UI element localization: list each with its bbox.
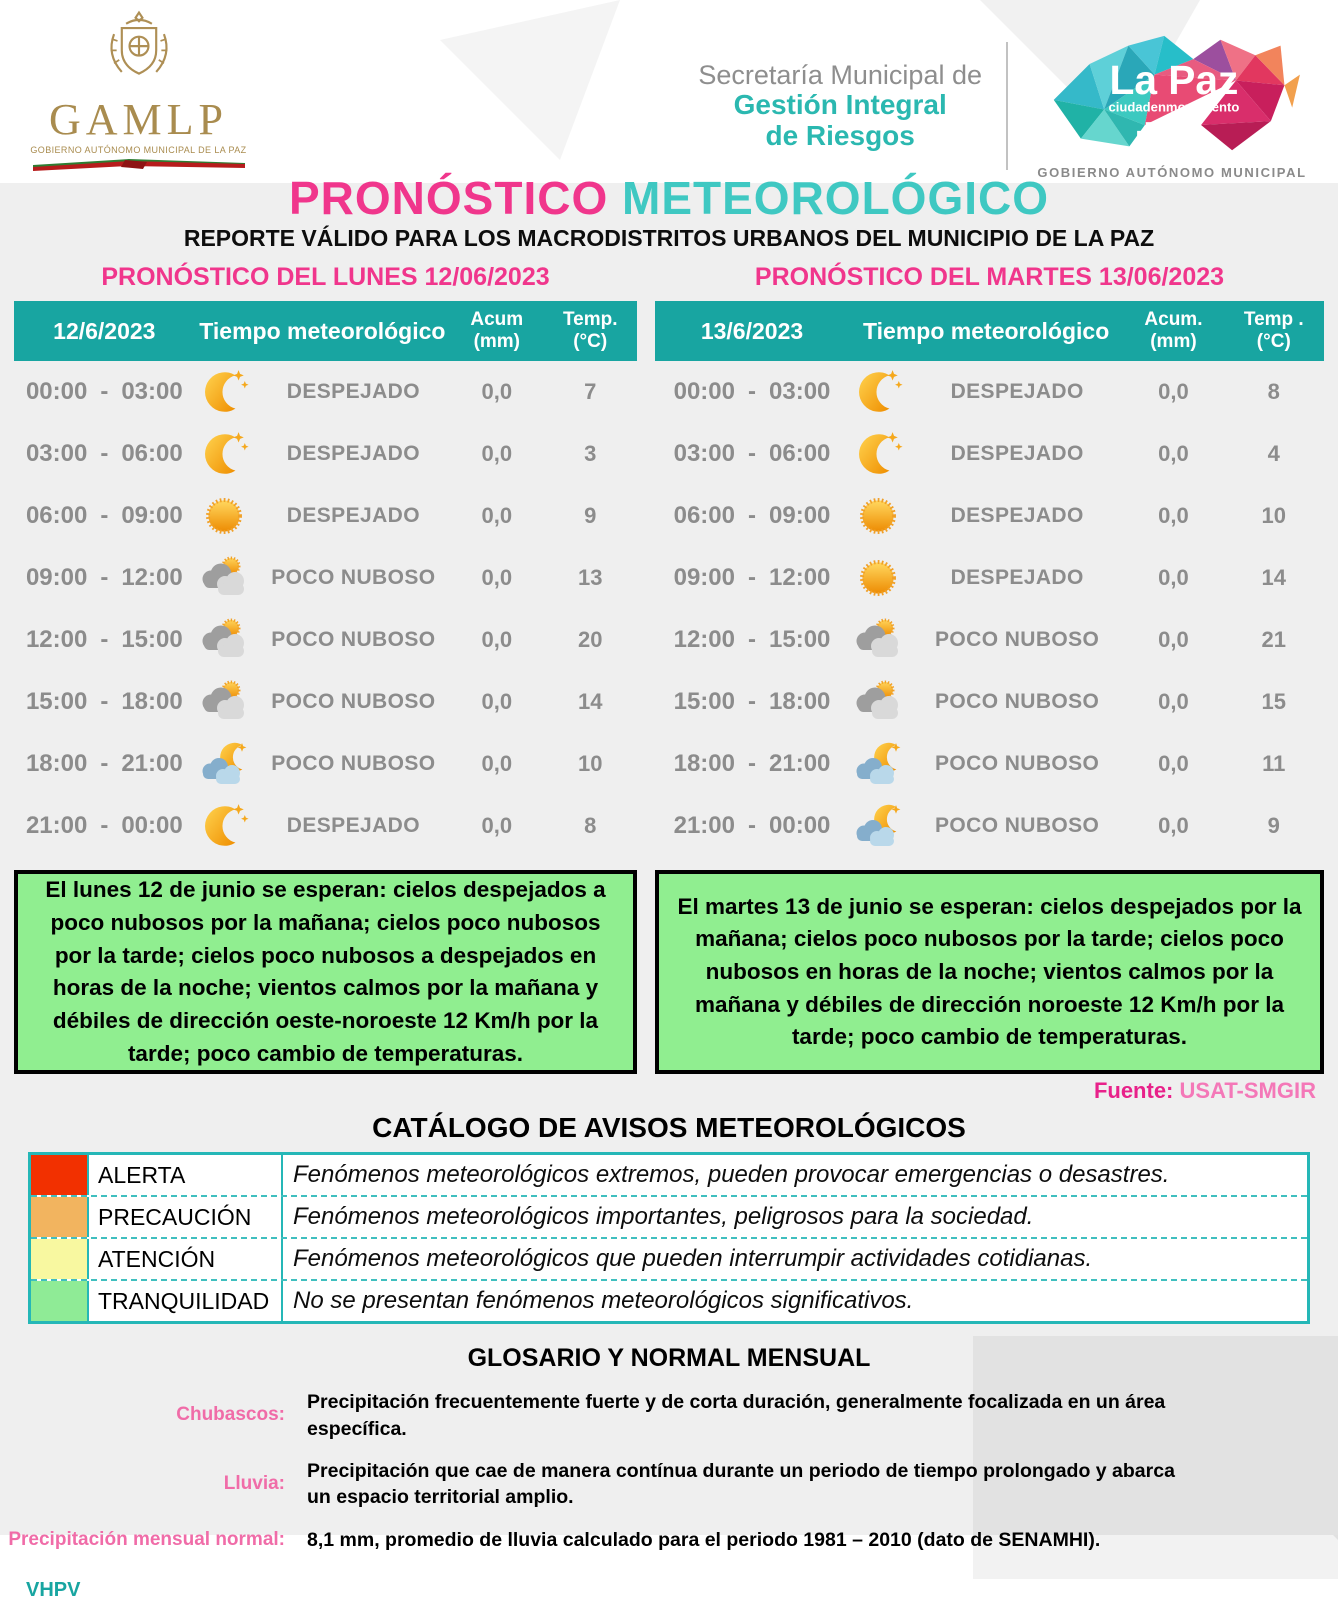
- time-range: [14, 626, 195, 654]
- acum-value: 0,0: [1158, 565, 1189, 591]
- column-header-acum: [1123, 309, 1223, 353]
- moon-stars-icon: [197, 427, 251, 481]
- acum-value: 0,0: [1158, 813, 1189, 839]
- temp-value: 9: [584, 503, 597, 529]
- time-to: 12:00: [121, 564, 183, 592]
- condition-label: POCO NUBOSO: [935, 752, 1100, 776]
- sun-icon: [197, 489, 251, 543]
- glossary-entry: [0, 1389, 1338, 1442]
- time-separator: -: [748, 626, 756, 654]
- time-from: 15:00: [25, 688, 88, 716]
- source-value: USAT-SMGIR: [1179, 1078, 1316, 1104]
- time-separator: -: [100, 378, 109, 406]
- forecast-row: [655, 671, 1324, 733]
- gamlp-ribbon-icon: [33, 158, 245, 171]
- weather-cell: [849, 551, 1123, 605]
- header-right-group: [698, 32, 1312, 180]
- temp-value: 9: [1267, 813, 1280, 839]
- time-from: 03:00: [25, 440, 88, 468]
- time-range: [14, 750, 195, 778]
- acum-value: 0,0: [1158, 441, 1189, 467]
- lapaz-footer: GOBIERNO AUTÓNOMO MUNICIPAL: [1037, 165, 1307, 180]
- page-title-part2: METEOROLÓGICO: [622, 172, 1050, 224]
- weather-cell: [195, 427, 450, 481]
- temp-value: 20: [577, 627, 603, 653]
- weather-cell: [849, 799, 1123, 853]
- forecast-row: [14, 671, 637, 733]
- time-range: [655, 688, 849, 716]
- time-separator: -: [100, 812, 109, 840]
- time-range: [655, 440, 849, 468]
- time-from: 09:00: [25, 564, 88, 592]
- glossary-title: GLOSARIO Y NORMAL MENSUAL: [467, 1344, 871, 1373]
- catalog-level-label: TRANQUILIDAD: [87, 1281, 283, 1321]
- time-separator: -: [100, 564, 109, 592]
- acum-value: 0,0: [481, 689, 513, 715]
- forecast-monday: [14, 256, 637, 1074]
- condition-label: POCO NUBOSO: [271, 690, 436, 714]
- time-separator: -: [100, 440, 109, 468]
- forecast-tuesday-table-header: [655, 301, 1324, 361]
- time-from: 12:00: [25, 626, 88, 654]
- weather-cell: [195, 675, 450, 729]
- weather-cell: [849, 737, 1123, 791]
- column-header-temp-line1: Temp .: [1243, 309, 1304, 331]
- condition-label: DESPEJADO: [950, 380, 1084, 404]
- time-from: 18:00: [25, 750, 88, 778]
- moon-clouds-icon: [851, 799, 905, 853]
- column-header-acum-line2: (mm): [1150, 331, 1197, 353]
- time-to: 15:00: [769, 626, 831, 654]
- time-to: 12:00: [769, 564, 831, 592]
- acum-value: 0,0: [481, 627, 513, 653]
- time-to: 21:00: [769, 750, 831, 778]
- acum-value: 0,0: [1158, 627, 1189, 653]
- sun-icon: [851, 551, 905, 605]
- glossary-entry: [0, 1527, 1338, 1554]
- acum-value: 0,0: [481, 441, 513, 467]
- condition-label: POCO NUBOSO: [935, 814, 1100, 838]
- time-from: 00:00: [25, 378, 88, 406]
- secretaria-line1: Secretaría Municipal de: [698, 60, 982, 91]
- condition-label: DESPEJADO: [286, 442, 420, 466]
- forecast-row: [14, 361, 637, 423]
- catalog-row: [31, 1279, 1307, 1321]
- weather-cell: [195, 737, 450, 791]
- forecast-row: [14, 547, 637, 609]
- time-from: 18:00: [673, 750, 735, 778]
- time-separator: -: [748, 812, 756, 840]
- column-header-acum-line1: Acum: [470, 309, 524, 331]
- time-range: [655, 750, 849, 778]
- forecast-tuesday-table: [655, 301, 1324, 857]
- time-range: [14, 812, 195, 840]
- forecast-row: [655, 733, 1324, 795]
- page-title: [0, 174, 1338, 222]
- time-range: [14, 564, 195, 592]
- weather-cell: [849, 427, 1123, 481]
- forecast-monday-rows: [14, 361, 637, 857]
- time-separator: -: [748, 688, 756, 716]
- forecast-row: [655, 485, 1324, 547]
- gamlp-subtitle: GOBIERNO AUTÓNOMO MUNICIPAL DE LA PAZ: [30, 145, 247, 155]
- weather-cell: [195, 799, 450, 853]
- acum-value: 0,0: [1158, 379, 1189, 405]
- column-header-weather: Tiempo meteorológico: [199, 317, 446, 344]
- gamlp-acronym: GAMLP: [48, 95, 229, 144]
- forecast-tuesday-rows: [655, 361, 1324, 857]
- weather-cell: [849, 489, 1123, 543]
- catalog-level-label: ATENCIÓN: [87, 1239, 283, 1279]
- forecast-monday-summary-text: El lunes 12 de junio se esperan: cielos despejados a poco nubosos por la mañana; cielos poco nubosos por la tarde; cielos poco nubosos a despejados en horas de la noche; vientos calmos por la mañana y débiles de dirección oeste-noroeste 12 Km/h por la tarde; poco cambio de temperaturas.: [45, 877, 606, 1066]
- catalog-level-label: PRECAUCIÓN: [87, 1197, 283, 1237]
- time-range: [655, 502, 849, 530]
- catalog-color-swatch: [31, 1239, 87, 1279]
- catalog-row: [31, 1195, 1307, 1237]
- page-header: [0, 0, 1338, 180]
- time-to: 06:00: [769, 440, 831, 468]
- sun-icon: [851, 489, 905, 543]
- lapaz-title: La Paz: [1109, 57, 1239, 104]
- time-separator: -: [748, 750, 756, 778]
- temp-value: 21: [1261, 627, 1287, 653]
- time-range: [14, 378, 195, 406]
- column-header-temp-line2: (°C): [1256, 331, 1291, 353]
- moon-stars-icon: [197, 365, 251, 419]
- forecast-monday-table: [14, 301, 637, 857]
- catalog-description: Fenómenos meteorológicos que pueden interrumpir actividades cotidianas.: [293, 1245, 1093, 1273]
- column-header-temp-line1: Temp.: [562, 309, 618, 331]
- temp-value: 3: [584, 441, 597, 467]
- condition-label: POCO NUBOSO: [271, 628, 436, 652]
- time-to: 18:00: [121, 688, 183, 716]
- glossary-entries: [0, 1389, 1338, 1553]
- acum-value: 0,0: [481, 379, 513, 405]
- temp-value: 8: [584, 813, 597, 839]
- time-to: 00:00: [769, 812, 831, 840]
- weather-cell: [849, 613, 1123, 667]
- forecast-row: [655, 795, 1324, 857]
- condition-label: DESPEJADO: [950, 566, 1084, 590]
- time-from: 06:00: [25, 502, 88, 530]
- glossary-term: Chubascos:: [176, 1404, 285, 1426]
- time-to: 09:00: [769, 502, 831, 530]
- page-title-part1: PRONÓSTICO: [288, 172, 609, 224]
- gamlp-crest-icon: [96, 10, 182, 96]
- forecast-row: [14, 795, 637, 857]
- time-from: 03:00: [673, 440, 735, 468]
- time-separator: -: [748, 378, 756, 406]
- moon-stars-icon: [197, 799, 251, 853]
- forecast-row: [655, 423, 1324, 485]
- time-to: 03:00: [121, 378, 183, 406]
- temp-value: 4: [1267, 441, 1280, 467]
- glossary-section: [0, 1336, 1338, 1579]
- moon-clouds-icon: [851, 737, 905, 791]
- catalog-color-swatch: [31, 1155, 87, 1195]
- time-separator: -: [748, 440, 756, 468]
- glossary-term: Precipitación mensual normal:: [8, 1528, 285, 1550]
- catalog-level-label: ALERTA: [87, 1155, 283, 1195]
- temp-value: 7: [584, 379, 597, 405]
- time-from: 06:00: [673, 502, 735, 530]
- header-divider: [1006, 42, 1008, 170]
- page-subtitle: REPORTE VÁLIDO PARA LOS MACRODISTRITOS URBANOS DEL MUNICIPIO DE LA PAZ: [183, 225, 1155, 252]
- temp-value: 10: [577, 751, 603, 777]
- time-range: [655, 812, 849, 840]
- lapaz-skyline-icon: [1137, 122, 1194, 152]
- condition-label: POCO NUBOSO: [935, 690, 1100, 714]
- forecast-row: [14, 423, 637, 485]
- acum-value: 0,0: [1158, 503, 1189, 529]
- time-separator: -: [100, 688, 109, 716]
- secretaria-line2: Gestión Integral: [733, 89, 947, 121]
- condition-label: POCO NUBOSO: [271, 752, 436, 776]
- temp-value: 8: [1267, 379, 1280, 405]
- temp-value: 14: [1261, 565, 1287, 591]
- glossary-term: Lluvia:: [223, 1472, 285, 1494]
- sun-clouds-icon: [197, 613, 251, 667]
- time-to: 18:00: [769, 688, 831, 716]
- moon-clouds-icon: [197, 737, 251, 791]
- lapaz-logo-icon: [1032, 32, 1312, 158]
- temp-value: 15: [1261, 689, 1287, 715]
- time-to: 09:00: [121, 502, 183, 530]
- time-range: [14, 502, 195, 530]
- forecast-row: [655, 361, 1324, 423]
- gamlp-logo: [26, 10, 251, 171]
- catalog-row: [31, 1155, 1307, 1195]
- condition-label: DESPEJADO: [950, 442, 1084, 466]
- glossary-definition: Precipitación que cae de manera contínua durante un periodo de tiempo prolongado y abarca un espacio territorial amplio.: [307, 1459, 1175, 1509]
- forecast-tuesday-summary-box: [655, 870, 1324, 1074]
- catalog-description: No se presentan fenómenos meteorológicos significativos.: [293, 1287, 914, 1315]
- catalog-description: Fenómenos meteorológicos importantes, peligrosos para la sociedad.: [293, 1203, 1034, 1231]
- temp-value: 13: [577, 565, 603, 591]
- time-range: [655, 564, 849, 592]
- time-separator: -: [100, 750, 109, 778]
- column-header-temp-line2: (°C): [573, 331, 608, 353]
- glossary-definition: 8,1 mm, promedio de lluvia calculado para el periodo 1981 – 2010 (dato de SENAMHI).: [307, 1528, 1101, 1551]
- column-header-weather: Tiempo meteorológico: [863, 317, 1110, 344]
- column-header-date: 12/6/2023: [53, 317, 156, 344]
- weather-cell: [849, 675, 1123, 729]
- time-separator: -: [748, 564, 756, 592]
- weather-cell: [195, 489, 450, 543]
- weather-cell: [195, 551, 450, 605]
- time-range: [655, 378, 849, 406]
- weather-cell: [195, 365, 450, 419]
- time-to: 15:00: [121, 626, 183, 654]
- acum-value: 0,0: [1158, 689, 1189, 715]
- catalog-description: Fenómenos meteorológicos extremos, pueden provocar emergencias o desastres.: [293, 1161, 1170, 1189]
- time-range: [14, 688, 195, 716]
- catalog-color-swatch: [31, 1197, 87, 1237]
- sun-clouds-icon: [197, 675, 251, 729]
- forecast-tuesday-summary-text: El martes 13 de junio se esperan: cielos despejados por la mañana; cielos poco nubosos por la tarde; cielos poco nubosos en horas de la noche; vientos calmos por la mañana y débiles de dirección noroeste 12 Km/h por la tarde; poco cambio de temperaturas.: [677, 893, 1302, 1050]
- time-range: [14, 440, 195, 468]
- temp-value: 14: [577, 689, 603, 715]
- time-from: 09:00: [673, 564, 735, 592]
- catalog-color-swatch: [31, 1281, 87, 1321]
- secretaria-logo: [698, 61, 982, 151]
- forecast-row: [655, 609, 1324, 671]
- condition-label: DESPEJADO: [286, 380, 420, 404]
- time-to: 03:00: [769, 378, 831, 406]
- temp-value: 11: [1262, 751, 1286, 777]
- acum-value: 0,0: [481, 503, 513, 529]
- forecast-row: [655, 547, 1324, 609]
- time-from: 00:00: [673, 378, 735, 406]
- forecast-monday-table-header: [14, 301, 637, 361]
- condition-label: DESPEJADO: [950, 504, 1084, 528]
- acum-value: 0,0: [481, 565, 513, 591]
- column-header-date: 13/6/2023: [700, 317, 804, 344]
- forecast-tuesday: [655, 256, 1324, 1074]
- time-to: 21:00: [121, 750, 183, 778]
- acum-value: 0,0: [481, 751, 513, 777]
- forecast-monday-heading: PRONÓSTICO DEL LUNES 12/06/2023: [101, 263, 550, 292]
- weather-cell: [849, 365, 1123, 419]
- glossary-entry: [0, 1458, 1338, 1511]
- time-separator: -: [100, 626, 109, 654]
- sun-clouds-icon: [851, 675, 905, 729]
- catalog-title: CATÁLOGO DE AVISOS METEOROLÓGICOS: [372, 1112, 966, 1144]
- column-header-acum-line2: (mm): [473, 331, 521, 353]
- temp-value: 10: [1261, 503, 1287, 529]
- forecast-monday-summary-box: [14, 870, 637, 1074]
- lapaz-logo: [1032, 32, 1312, 180]
- moon-stars-icon: [851, 365, 905, 419]
- weather-cell: [195, 613, 450, 667]
- column-header-acum-line1: Acum.: [1144, 309, 1203, 331]
- glossary-definition: Precipitación frecuentemente fuerte y de corta duración, generalmente focalizada en un área específica.: [307, 1391, 1166, 1440]
- catalog-row: [31, 1237, 1307, 1279]
- column-header-temp: [544, 309, 637, 353]
- time-separator: -: [748, 502, 756, 530]
- time-from: 15:00: [673, 688, 735, 716]
- time-from: 21:00: [673, 812, 735, 840]
- condition-label: DESPEJADO: [286, 814, 420, 838]
- time-range: [655, 626, 849, 654]
- forecast-row: [14, 733, 637, 795]
- time-to: 06:00: [121, 440, 183, 468]
- catalog-table: [28, 1152, 1310, 1324]
- forecast-columns: [0, 252, 1338, 1074]
- source-label: Fuente:: [1093, 1078, 1174, 1104]
- acum-value: 0,0: [1158, 751, 1189, 777]
- secretaria-line3: de Riesgos: [765, 119, 915, 151]
- condition-label: POCO NUBOSO: [271, 566, 436, 590]
- condition-label: DESPEJADO: [286, 504, 420, 528]
- forecast-row: [14, 485, 637, 547]
- time-separator: -: [100, 502, 109, 530]
- acum-value: 0,0: [481, 813, 513, 839]
- time-to: 00:00: [121, 812, 183, 840]
- time-from: 21:00: [25, 812, 88, 840]
- moon-stars-icon: [851, 427, 905, 481]
- column-header-acum: [450, 309, 543, 353]
- condition-label: POCO NUBOSO: [935, 628, 1100, 652]
- lapaz-subtitle: ciudadenmovimiento: [1108, 99, 1240, 115]
- source-line: [0, 1078, 1338, 1104]
- author-initials: VHPV: [26, 1579, 81, 1602]
- forecast-row: [14, 609, 637, 671]
- time-from: 12:00: [673, 626, 735, 654]
- sun-clouds-icon: [197, 551, 251, 605]
- column-header-temp: [1224, 309, 1324, 353]
- sun-clouds-icon: [851, 613, 905, 667]
- forecast-tuesday-heading: PRONÓSTICO DEL MARTES 13/06/2023: [754, 263, 1225, 292]
